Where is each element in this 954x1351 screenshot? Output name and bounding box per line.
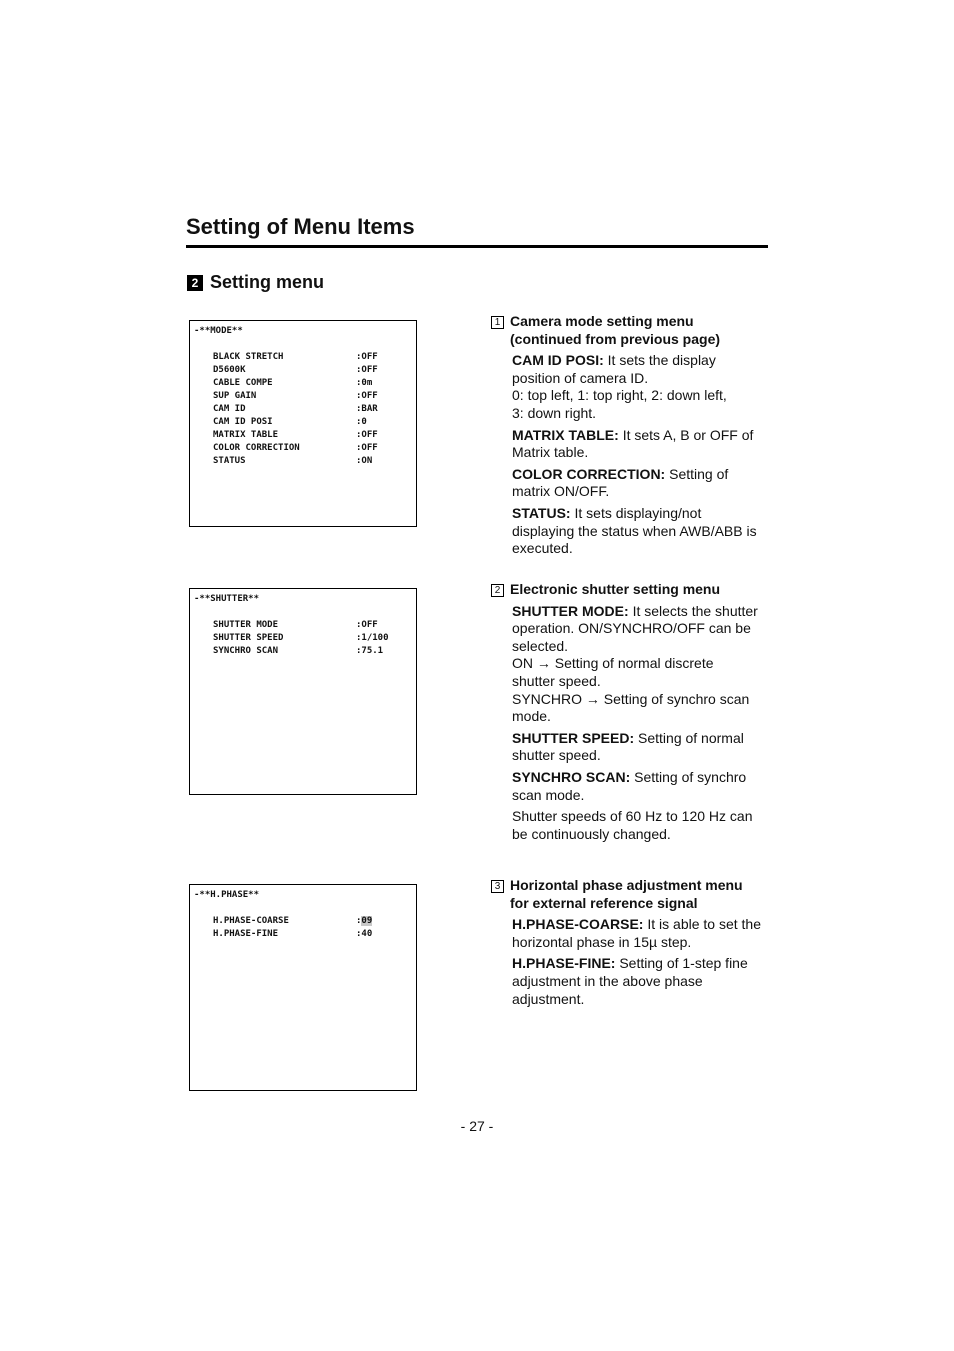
text-line: It sets the display (607, 352, 716, 369)
menu-row-value-prefix: : (356, 916, 362, 926)
menu-row (213, 417, 413, 430)
menu-row (213, 929, 413, 942)
menu-row-label: SUP GAIN (213, 391, 257, 401)
mode-menu-screen (189, 320, 417, 527)
menu-row (213, 430, 413, 443)
menu-row (213, 633, 413, 646)
menu-row-label: H.PHASE-COARSE (213, 916, 289, 926)
menu-row (213, 378, 413, 391)
description-paragraph (512, 769, 771, 804)
menu-row-value: :40 (356, 929, 373, 939)
menu-row-value: :BAR (356, 404, 378, 414)
menu-row-label: MATRIX TABLE (213, 430, 279, 440)
item-heading-line: (continued from previous page) (510, 330, 721, 347)
menu-row (213, 646, 413, 659)
menu-row-value: :OFF (356, 365, 378, 375)
section-number: 2 (187, 275, 203, 291)
description-paragraph (512, 808, 771, 843)
item-heading (491, 877, 771, 912)
item-heading-line: for external reference signal (510, 894, 698, 911)
term: MATRIX TABLE: (512, 426, 619, 443)
h-phase-description (491, 877, 771, 1008)
text-line: mode. (512, 708, 551, 725)
description-paragraph (512, 916, 771, 951)
term: H.PHASE-COARSE: (512, 916, 644, 933)
menu-row-label: SYNCHRO SCAN (213, 646, 279, 656)
page-number: - 27 - (460, 1118, 494, 1134)
menu-row-value (356, 916, 372, 926)
menu-row (213, 620, 413, 633)
menu-row (213, 443, 413, 456)
description-paragraph (512, 466, 771, 501)
text-line: It is able to set the (647, 916, 761, 933)
description-paragraph (512, 955, 771, 1008)
text-line: adjustment in the above phase (512, 972, 703, 989)
term: STATUS: (512, 504, 571, 521)
section-title: Setting menu (210, 272, 325, 292)
text-line: Matrix table. (512, 444, 589, 461)
menu-row-value: :OFF (356, 352, 378, 362)
text-line: It sets displaying/not (574, 504, 702, 521)
text-line: Setting of (669, 465, 729, 482)
cursor-highlight-value: 09 (361, 916, 373, 926)
description-paragraph (512, 427, 771, 462)
menu-row (213, 456, 413, 469)
text-line: 0: top left, 1: top right, 2: down left, (512, 387, 727, 404)
text-line: scan mode. (512, 786, 585, 803)
menu-row-label: D5600K (213, 365, 246, 375)
menu-row-value: :0 (356, 417, 367, 427)
text-line: shutter speed. (512, 672, 601, 689)
text-line: Shutter speeds of 60 Hz to 120 Hz can (512, 808, 753, 825)
menu-row (213, 365, 413, 378)
text-line: selected. (512, 637, 569, 654)
term: COLOR CORRECTION: (512, 465, 666, 482)
menu-row-label: CAM ID POSI (213, 417, 273, 427)
menu-row-value: :OFF (356, 620, 378, 630)
item-heading-line: Horizontal phase adjustment menu (510, 877, 743, 893)
menu-row-label: BLACK STRETCH (213, 352, 284, 362)
menu-title: -**H.PHASE** (194, 890, 260, 900)
item-heading-line: Electronic shutter setting menu (510, 581, 721, 597)
menu-row (213, 352, 413, 365)
item-number: 2 (491, 584, 504, 597)
description-paragraph (512, 352, 771, 422)
item-number: 3 (491, 880, 504, 893)
text-line: horizontal phase in 15µ step. (512, 933, 692, 950)
menu-title: -**MODE** (194, 326, 243, 336)
term: SYNCHRO SCAN: (512, 768, 631, 785)
term: H.PHASE-FINE: (512, 955, 616, 972)
menu-row-label: CABLE COMPE (213, 378, 273, 388)
camera-mode-description (491, 313, 771, 558)
description-paragraph (512, 505, 771, 558)
menu-row (213, 391, 413, 404)
text-line: It sets A, B or OFF of (622, 426, 754, 443)
text-line: Setting of normal (638, 729, 744, 746)
menu-row-value: :1/100 (356, 633, 389, 643)
text-line: SYNCHRO → Setting of synchro scan (512, 690, 750, 707)
menu-row-label: H.PHASE-FINE (213, 929, 279, 939)
text-line: executed. (512, 540, 573, 557)
menu-row-label: SHUTTER SPEED (213, 633, 284, 643)
description-paragraph (512, 603, 771, 726)
text-line: shutter speed. (512, 747, 601, 764)
text-line: Setting of 1-step fine (619, 955, 748, 972)
menu-row-value: :OFF (356, 430, 378, 440)
menu-row-value: :OFF (356, 443, 378, 453)
text-line: be continuously changed. (512, 825, 671, 842)
title-rule (186, 245, 768, 248)
text-line: adjustment. (512, 990, 585, 1007)
shutter-description (491, 581, 771, 843)
shutter-menu-screen (189, 588, 417, 795)
text-line: It selects the shutter (632, 602, 758, 619)
item-number: 1 (491, 316, 504, 329)
description-paragraph (512, 730, 771, 765)
text-line: operation. ON/SYNCHRO/OFF can be (512, 620, 751, 637)
menu-row-label: CAM ID (213, 404, 246, 414)
menu-row-value: :OFF (356, 391, 378, 401)
menu-row-label: COLOR CORRECTION (213, 443, 300, 453)
term: SHUTTER MODE: (512, 602, 629, 619)
menu-row-value: :0m (356, 378, 373, 388)
term: CAM ID POSI: (512, 352, 604, 369)
item-heading (491, 313, 771, 348)
text-line: 3: down right. (512, 404, 597, 421)
text-line: position of camera ID. (512, 369, 649, 386)
h-phase-menu-screen (189, 884, 417, 1091)
menu-row (213, 404, 413, 417)
menu-row-label: SHUTTER MODE (213, 620, 279, 630)
menu-row-label: STATUS (213, 456, 246, 466)
text-line: ON → Setting of normal discrete (512, 655, 714, 672)
page-title: Setting of Menu Items (186, 214, 415, 239)
term: SHUTTER SPEED: (512, 729, 635, 746)
text-line: displaying the status when AWB/ABB is (512, 522, 757, 539)
menu-row-value: :ON (356, 456, 373, 466)
menu-title: -**SHUTTER** (194, 594, 260, 604)
text-line: Setting of synchro (634, 768, 747, 785)
item-heading (491, 581, 771, 599)
menu-row-value: :75.1 (356, 646, 384, 656)
item-heading-line: Camera mode setting menu (510, 313, 694, 329)
menu-row (213, 916, 413, 929)
text-line: matrix ON/OFF. (512, 483, 610, 500)
section-heading (187, 272, 324, 293)
